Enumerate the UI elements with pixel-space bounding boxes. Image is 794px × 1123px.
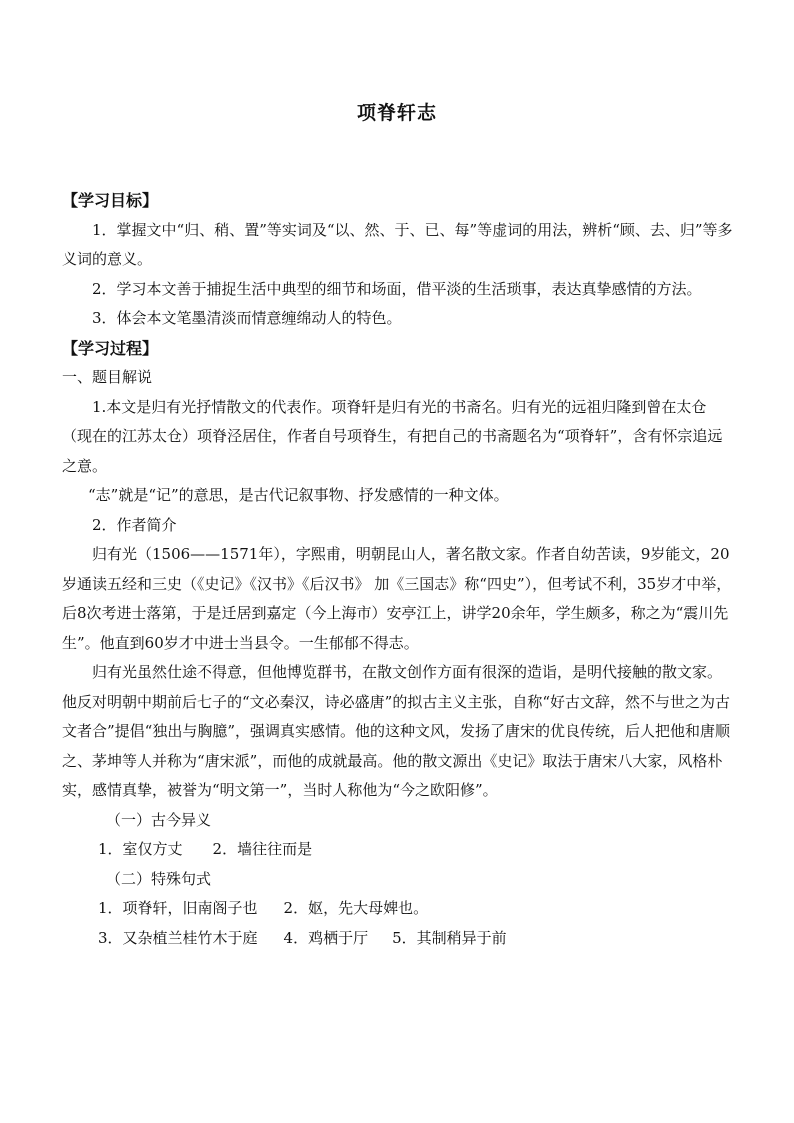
ancient-modern-meaning-row [62,835,734,865]
author-style-paragraph: 归有光虽然仕途不得意，但他博览群书，在散文创作方面有很深的造诣，是明代接触的散文家。他反对明朝中期前后七子的“文必秦汉，诗必盛唐”的拟古主义主张，自称“好古文辞，然不与世之为古文者合”提倡“独出与胸臆”，强调真实感情。他的这种文风，发扬了唐宋的优良传统，后人把他和唐顺之、茅坤等人并称为“唐宋派”，而他的成就最高。他的散文源出《史记》取法于唐宋八大家，风格朴实，感情真挚，被誉为“明文第一”，当时人称他为“今之欧阳修”。 [62,663,731,799]
learning-goals-heading: 【学习目标】 [62,191,159,210]
author-intro-title: 2．作者简介 [92,515,177,534]
author-bio-paragraph: 归有光（1506——1571年），字熙甫，明朝昆山人，著名散文家。作者自幼苦读，9岁能文，20岁通读五经和三史（《史记》《汉书》《后汉书》 加《三国志》称“四史”），但考试不利，35岁才中举，后8次考进士落第，于是迁居到嘉定（今上海市）安亭江上，讲学20余年，学生颇多，称之为“震川先生”。他直到60岁才中进士当县令。一生郁郁不得志。 [62,545,732,652]
special-sentence-item: 3．又杂植兰桂竹木于庭 [98,928,258,947]
ancient-modern-item: 1．室仅方丈 [98,840,183,858]
special-sentence-item: 4．鸡栖于厅 [283,928,369,947]
special-sentence-title: （二）特殊句式 [106,869,212,888]
special-sentence-item: 1．项脊轩，旧南阁子也 [98,899,258,917]
document-body [62,186,734,953]
ancient-modern-item: 2．墙往往而是 [212,840,313,858]
part-one-title: 一、题目解说 [62,368,153,386]
special-sentence-row [62,894,734,924]
special-sentence-item: 2．妪，先大母婢也。 [283,899,429,917]
goal-item: 2．学习本文善于捕捉生活中典型的细节和场面，借平淡的生活琐事，表达真挚感情的方法。 [92,279,702,298]
special-sentence-item: 5．其制稍异于前 [392,928,507,947]
zhi-explanation-paragraph: “志”就是“记”的意思，是古代记叙事物、抒发感情的一种文体。 [88,486,509,504]
goal-item: 1．掌握文中“归、稍、置”等实词及“以、然、于、已、每”等虚词的用法，辨析“顾、去、归”等多义词的意义。 [62,220,733,268]
document-title: 项脊轩志 [356,102,437,124]
learning-process-heading: 【学习过程】 [62,338,159,358]
goal-item: 3．体会本文笔墨清淡而情意缠绵动人的特色。 [92,309,402,327]
title-explanation-paragraph: 1.本文是归有光抒情散文的代表作。项脊轩是归有光的书斋名。归有光的远祖归隆到曾在太仓（现在的江苏太仓）项脊泾居住，作者自号项脊生，有把自己的书斋题名为“项脊轩”，含有怀宗追远之意。 [62,397,723,475]
special-sentence-row [62,924,734,954]
ancient-modern-meaning-title: （一）古今异义 [106,810,212,829]
